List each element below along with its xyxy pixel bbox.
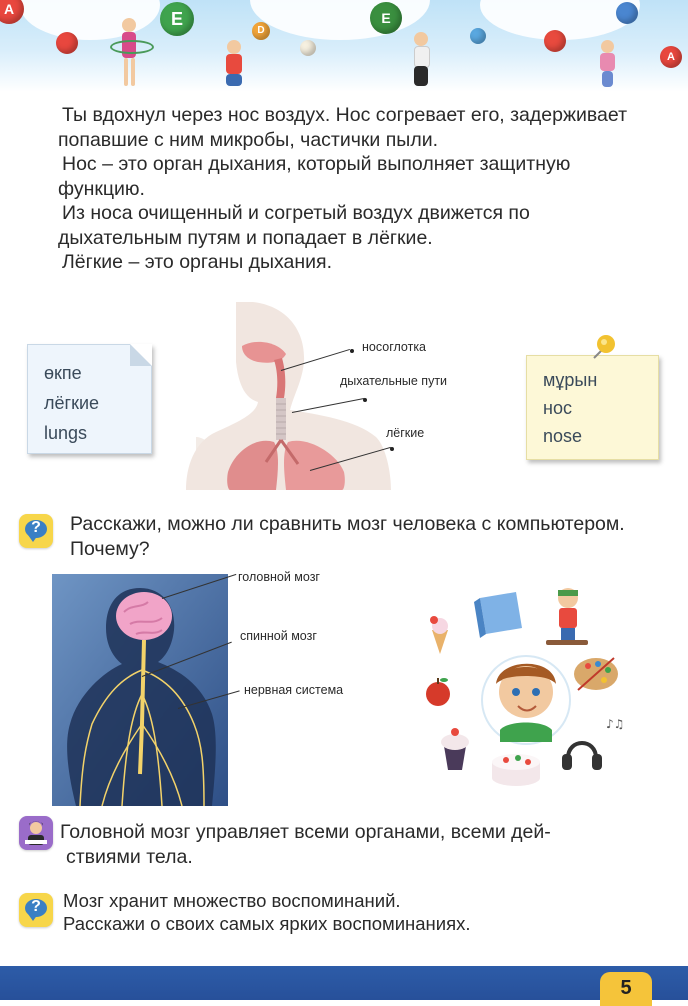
vocab-word-russian: нос <box>543 398 572 418</box>
vocab-word-russian: лёгкие <box>44 393 100 413</box>
label-brain: головной мозг <box>238 570 320 584</box>
page-number: 5 <box>600 972 652 1006</box>
blue-vitamin-icon <box>470 28 486 44</box>
question-memories: Мозг хранит множество воспоминаний. Расскажи о своих самых ярких воспоминаниях. <box>63 890 471 934</box>
scooter-girl-icon <box>594 40 622 90</box>
label-airways: дыхательные пути <box>340 374 448 388</box>
intro-paragraph-lungs: Лёгкие – это органы дыхания. <box>62 251 333 273</box>
hula-hoop-girl-icon <box>110 18 150 88</box>
svg-text:♪♫: ♪♫ <box>606 717 625 731</box>
bubble-icon <box>300 40 316 56</box>
respiratory-system-illustration <box>186 302 396 490</box>
fish-vitamin-icon <box>544 30 566 52</box>
vitamin-e-icon: E <box>160 2 194 36</box>
vocab-word-english: nose <box>543 426 583 446</box>
vocabulary-card-nose <box>526 355 659 460</box>
intro-paragraph-airways: Из носа очищенный и согретый воздух движется по дыхательным путям и попадает в лёгкие. <box>58 202 530 249</box>
blue-cluster-icon <box>616 2 638 24</box>
label-nasopharynx: носоглотка <box>362 340 427 354</box>
rings-kid-icon <box>406 20 436 90</box>
vitamin-e-leaf-icon: E <box>370 2 402 34</box>
strawberry-vitamin-icon <box>56 32 78 54</box>
question-icon: ? <box>19 514 53 548</box>
top-banner <box>0 0 688 92</box>
intro-paragraph-nose: Ты вдохнул через нос воздух. Нос согревает его, задерживает попавшие с ним микробы, частички пыли. <box>58 104 628 151</box>
question-brain-computer: Расскажи, можно ли сравнить мозг человека с компьютером. Почему? <box>70 513 625 560</box>
vocab-word-kazakh: мұрын <box>543 370 598 390</box>
pushpin-icon <box>584 330 620 366</box>
child-thoughts-illustration <box>418 582 640 800</box>
vitamin-d-icon: D <box>252 22 270 40</box>
vocab-word-kazakh: өкпе <box>44 363 82 383</box>
vitamin-a-apple-icon: A <box>660 46 682 68</box>
intro-text <box>58 103 648 275</box>
teacher-icon <box>19 816 53 850</box>
label-nervous-system: нервная система <box>244 683 344 697</box>
vocab-word-english: lungs <box>44 423 88 443</box>
label-lungs: лёгкие <box>386 426 425 440</box>
boy-runner-icon <box>222 40 246 90</box>
nervous-system-illustration <box>52 574 228 806</box>
vitamin-a-icon: A <box>0 0 24 24</box>
vocabulary-card-lungs <box>27 344 152 454</box>
brain-controls-statement: Головной мозг управляет всеми органами, всеми дей- ствиями тела. <box>60 821 551 868</box>
intro-paragraph-nose-function: Нос – это орган дыхания, который выполняет защитную функцию. <box>58 153 571 200</box>
footer-bar <box>0 966 688 1000</box>
label-spinal-cord: спинной мозг <box>240 629 317 643</box>
question-icon: ? <box>19 893 53 927</box>
